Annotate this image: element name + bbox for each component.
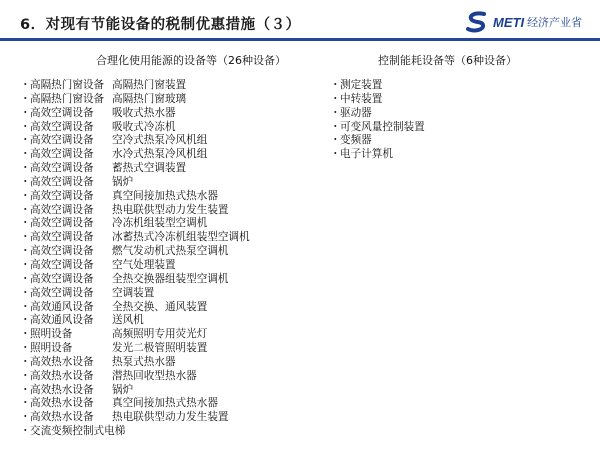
equipment-category: 高效空调设备 bbox=[30, 148, 94, 161]
equipment-category: 高效热水设备 bbox=[30, 383, 94, 396]
list-item bbox=[20, 107, 250, 121]
bullet: ・ bbox=[20, 106, 31, 119]
equipment-category: 高效空调设备 bbox=[30, 231, 94, 244]
equipment-category: 高效空调设备 bbox=[30, 134, 94, 147]
equipment-category: 高效空调设备 bbox=[30, 258, 94, 271]
equipment-name: 空气处理装置 bbox=[112, 258, 176, 271]
equipment-name: 发光二极管照明装置 bbox=[112, 342, 208, 355]
bullet: ・ bbox=[20, 148, 31, 161]
list-item bbox=[20, 356, 250, 370]
equipment-category: 高效空调设备 bbox=[30, 189, 94, 202]
bullet: ・ bbox=[20, 300, 31, 313]
equipment-category: 高效空调设备 bbox=[30, 106, 94, 119]
list-item bbox=[330, 134, 425, 148]
equipment-category: 高隔热门窗设备 bbox=[30, 79, 105, 91]
list-item bbox=[20, 217, 250, 231]
equipment-name: 高隔热门窗装置 bbox=[112, 79, 187, 91]
equipment-name: 空调装置 bbox=[112, 286, 155, 299]
bullet: ・ bbox=[20, 245, 31, 258]
list-item bbox=[330, 79, 425, 93]
bullet: ・ bbox=[330, 148, 341, 161]
equipment-category: 高效空调设备 bbox=[30, 162, 94, 175]
list-item bbox=[20, 328, 250, 342]
equipment-category: 高效空调设备 bbox=[30, 203, 94, 216]
bullet: ・ bbox=[20, 342, 31, 355]
bullet: ・ bbox=[20, 369, 31, 382]
list-item bbox=[330, 148, 425, 162]
equipment-category: 高效热水设备 bbox=[30, 369, 94, 382]
list-item bbox=[20, 148, 250, 162]
equipment-name: 水冷式热泵冷风机组 bbox=[112, 148, 208, 161]
bullet: ・ bbox=[20, 217, 31, 230]
equipment-category: 高效空调设备 bbox=[30, 272, 94, 285]
bullet: ・ bbox=[20, 314, 31, 327]
equipment-category: 高效热水设备 bbox=[30, 355, 94, 368]
equipment-category: 高效热水设备 bbox=[30, 411, 94, 424]
equipment-name: 燃气发动机式热泵空调机 bbox=[112, 245, 229, 258]
list-item bbox=[20, 79, 250, 93]
slide-title: 6．对现有节能设备的税制优惠措施（３） bbox=[20, 17, 301, 33]
equipment-name: 真空间接加热式热水器 bbox=[112, 397, 218, 410]
header-divider bbox=[0, 38, 600, 41]
logo-name: METI bbox=[493, 14, 525, 30]
bullet: ・ bbox=[330, 134, 341, 147]
bullet: ・ bbox=[20, 175, 31, 188]
list-item bbox=[20, 134, 250, 148]
right-column-heading: 控制能耗设备等（6种设备） bbox=[378, 54, 517, 67]
list-item bbox=[20, 287, 250, 301]
bullet: ・ bbox=[20, 231, 31, 244]
equipment-name: 潜热回收型热水器 bbox=[112, 369, 197, 382]
equipment-name: 热泵式热水器 bbox=[112, 355, 176, 368]
list-item bbox=[20, 176, 250, 190]
bullet: ・ bbox=[20, 258, 31, 271]
equipment-name: 热电联供型动力发生装置 bbox=[112, 203, 229, 216]
equipment-name: 驱动器 bbox=[340, 106, 372, 119]
list-item bbox=[20, 121, 250, 135]
equipment-name: 真空间接加热式热水器 bbox=[112, 189, 218, 202]
equipment-category: 照明设备 bbox=[30, 328, 73, 341]
bullet: ・ bbox=[20, 120, 31, 133]
left-column-heading: 合理化使用能源的设备等（26种设备） bbox=[96, 54, 286, 67]
bullet: ・ bbox=[20, 189, 31, 202]
equipment-name: 中转装置 bbox=[340, 92, 383, 105]
equipment-name: 电子计算机 bbox=[340, 148, 393, 161]
bullet: ・ bbox=[20, 355, 31, 368]
equipment-name: 全热交换、通风装置 bbox=[112, 300, 208, 313]
list-item bbox=[20, 259, 250, 273]
equipment-name: 锅炉 bbox=[112, 383, 134, 396]
list-item bbox=[20, 411, 250, 425]
equipment-name: 空冷式热泵冷风机组 bbox=[112, 134, 208, 147]
equipment-name: 吸收式冷冻机 bbox=[112, 120, 176, 133]
equipment-name: 全热交换器组装型空调机 bbox=[112, 272, 229, 285]
equipment-category: 高效通风设备 bbox=[30, 300, 94, 313]
list-item bbox=[330, 121, 425, 135]
list-item bbox=[330, 93, 425, 107]
bullet: ・ bbox=[20, 79, 31, 91]
equipment-category: 高隔热门窗设备 bbox=[30, 92, 105, 105]
equipment-category: 照明设备 bbox=[30, 342, 73, 355]
list-item bbox=[20, 397, 250, 411]
bullet: ・ bbox=[20, 203, 31, 216]
meti-s-logo-mark-icon bbox=[465, 11, 489, 33]
bullet: ・ bbox=[20, 134, 31, 147]
equipment-category: 高效热水设备 bbox=[30, 397, 94, 410]
bullet: ・ bbox=[330, 92, 341, 105]
list-item bbox=[20, 425, 250, 439]
list-item bbox=[20, 342, 250, 356]
bullet: ・ bbox=[20, 328, 31, 341]
energy-rationalization-equipment-list bbox=[20, 79, 250, 439]
meti-logo bbox=[465, 11, 582, 33]
equipment-name: 高频照明专用荧光灯 bbox=[112, 328, 208, 341]
list-item bbox=[20, 273, 250, 287]
equipment-name: 冰蓄热式冷冻机组装型空调机 bbox=[112, 231, 250, 244]
list-item bbox=[20, 301, 250, 315]
list-item bbox=[20, 190, 250, 204]
bullet: ・ bbox=[330, 106, 341, 119]
equipment-name: 可变风量控制装置 bbox=[340, 120, 425, 133]
equipment-category: 交流变频控制式电梯 bbox=[30, 425, 126, 438]
list-item bbox=[20, 370, 250, 384]
equipment-name: 送风机 bbox=[112, 314, 144, 327]
bullet: ・ bbox=[20, 92, 31, 105]
equipment-category: 高效空调设备 bbox=[30, 217, 94, 230]
bullet: ・ bbox=[330, 120, 341, 133]
bullet: ・ bbox=[20, 425, 31, 438]
equipment-category: 高效通风设备 bbox=[30, 314, 94, 327]
equipment-name: 变频器 bbox=[340, 134, 372, 147]
list-item bbox=[20, 162, 250, 176]
bullet: ・ bbox=[20, 397, 31, 410]
equipment-name: 吸收式热水器 bbox=[112, 106, 176, 119]
equipment-name: 高隔热门窗玻璃 bbox=[112, 92, 187, 105]
logo-subtitle: 经济产业省 bbox=[527, 16, 583, 29]
list-item bbox=[20, 204, 250, 218]
energy-control-equipment-list bbox=[330, 79, 425, 162]
list-item bbox=[20, 245, 250, 259]
list-item bbox=[330, 107, 425, 121]
list-item bbox=[20, 231, 250, 245]
list-item bbox=[20, 93, 250, 107]
slide-header bbox=[0, 0, 600, 42]
list-item bbox=[20, 384, 250, 398]
equipment-name: 热电联供型动力发生装置 bbox=[112, 411, 229, 424]
bullet: ・ bbox=[20, 411, 31, 424]
equipment-category: 高效空调设备 bbox=[30, 175, 94, 188]
bullet: ・ bbox=[20, 383, 31, 396]
bullet: ・ bbox=[20, 286, 31, 299]
list-item bbox=[20, 314, 250, 328]
equipment-name: 蓄热式空调装置 bbox=[112, 162, 187, 175]
equipment-name: 锅炉 bbox=[112, 175, 134, 188]
equipment-name: 冷冻机组装型空调机 bbox=[112, 217, 208, 230]
bullet: ・ bbox=[330, 79, 341, 91]
equipment-category: 高效空调设备 bbox=[30, 120, 94, 133]
equipment-category: 高效空调设备 bbox=[30, 245, 94, 258]
equipment-category: 高效空调设备 bbox=[30, 286, 94, 299]
bullet: ・ bbox=[20, 162, 31, 175]
equipment-name: 测定装置 bbox=[340, 79, 383, 91]
bullet: ・ bbox=[20, 272, 31, 285]
